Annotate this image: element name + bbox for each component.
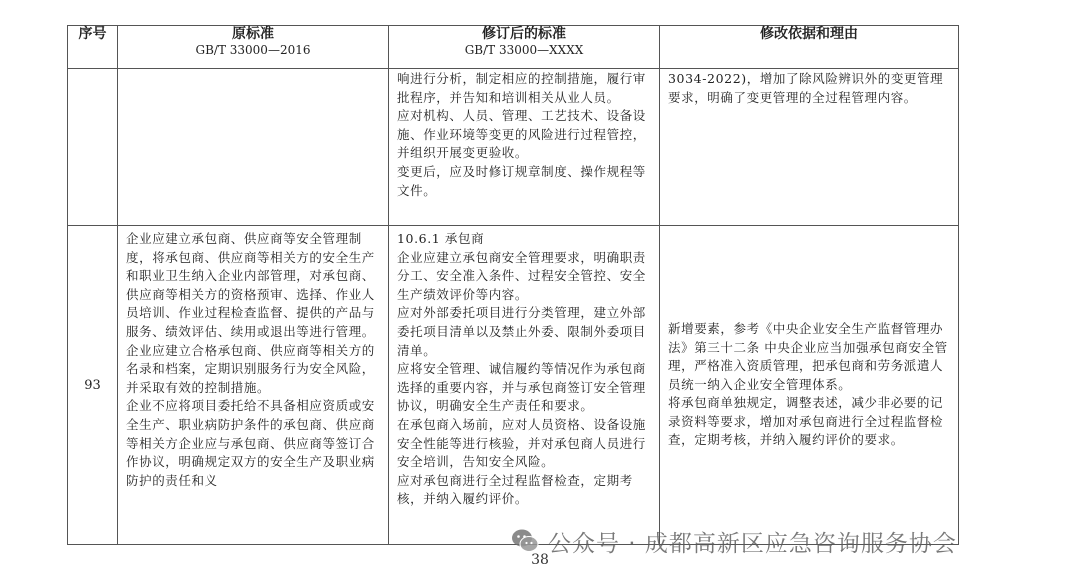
revised-paragraph: 响进行分析，制定相应的控制措施，履行审批程序，并告知和培训相关从业人员。 <box>397 71 646 105</box>
revised-paragraph: 变更后，应及时修订规章制度、操作规程等文件。 <box>397 163 646 198</box>
original-cell <box>118 69 389 226</box>
reason-paragraph: 新增要素，参考《中央企业安全生产监督管理办法》第三十二条 中央企业应当加强承包商安全管理，严格准入资质管理，把承包商和劳务派遣人员统一纳入企业安全管理体系。 <box>668 320 948 392</box>
revised-paragraph: 应对机构、人员、管理、工艺技术、设备设施、作业环境等变更的风险进行过程管控，并组织开展变更验收。 <box>397 108 646 161</box>
table-row <box>68 226 959 545</box>
reason-paragraph: 3034-2022)，增加了除风险辨识外的变更管理要求，明确了变更管理的全过程管理内容。 <box>668 71 944 105</box>
header-reason: 修改依据和理由 <box>660 26 959 69</box>
header-revised <box>389 26 660 69</box>
revised-cell <box>389 226 660 545</box>
revised-paragraph: 在承包商入场前，应对人员资格、设备设施安全性能等进行核验，并对承包商人员进行安全培训，告知安全风险。 <box>397 416 646 470</box>
row-number: 93 <box>68 226 118 545</box>
header-row <box>68 26 959 69</box>
reason-cell <box>660 226 959 545</box>
revised-cell <box>389 69 660 226</box>
revised-paragraph: 应对承包商进行全过程监督检查，定期考核，并纳入履约评价。 <box>397 472 633 507</box>
original-paragraph: 企业应建立合格承包商、供应商等相关方的名录和档案，定期识别服务行为安全风险，并采取有效的控制措施。 <box>126 342 375 395</box>
revised-paragraph: 应对外部委托项目进行分类管理，建立外部委托项目清单以及禁止外委、限制外委项目清单。 <box>397 305 646 358</box>
reason-cell <box>660 69 959 226</box>
row-number <box>68 69 118 226</box>
table-row <box>68 69 959 226</box>
header-no: 序号 <box>68 26 118 69</box>
original-paragraph: 企业应建立承包商、供应商等安全管理制度，将承包商、供应商等相关方的安全生产和职业卫生纳入企业内部管理，对承包商、供应商等相关方的资格预审、选择、作业人员培训、作业过程检查监督、提供的产品与服务、绩效评估、续用或退出等进行管理。 <box>126 231 375 339</box>
revised-paragraph: 应将安全管理、诚信履约等情况作为承包商选择的重要内容，并与承包商签订安全管理协议，明确安全生产责任和要求。 <box>397 361 646 414</box>
header-revised-title: 修订后的标准 <box>482 26 566 42</box>
header-original-code: GB/T 33000—2016 <box>195 43 311 57</box>
original-paragraph: 企业不应将项目委托给不具备相应资质或安全生产、职业病防护条件的承包商、供应商等相关方企业应与承包商、供应商等签订合作协议，明确规定双方的安全生产及职业病防护的责任和义 <box>126 398 375 488</box>
watermark-text: 公众号 · 成都高新区应急咨询服务协会 <box>548 530 957 557</box>
standard-comparison-table <box>67 25 959 545</box>
reason-paragraph: 将承包商单独规定，调整表述，减少非必要的记录资料等要求，增加对承包商进行全过程监督检查，定期考核，并纳入履约评价的要求。 <box>668 395 944 448</box>
page-number: 38 <box>531 552 549 568</box>
header-original <box>118 26 389 69</box>
header-revised-code: GB/T 33000—XXXX <box>464 43 584 57</box>
original-cell <box>118 226 389 545</box>
revised-paragraph: 企业应建立承包商安全管理要求，明确职责分工、安全准入条件、过程安全管控、安全生产绩效评价等内容。 <box>397 249 646 302</box>
revised-clause-heading: 10.6.1 承包商 <box>397 231 485 246</box>
header-original-title: 原标准 <box>232 26 274 42</box>
